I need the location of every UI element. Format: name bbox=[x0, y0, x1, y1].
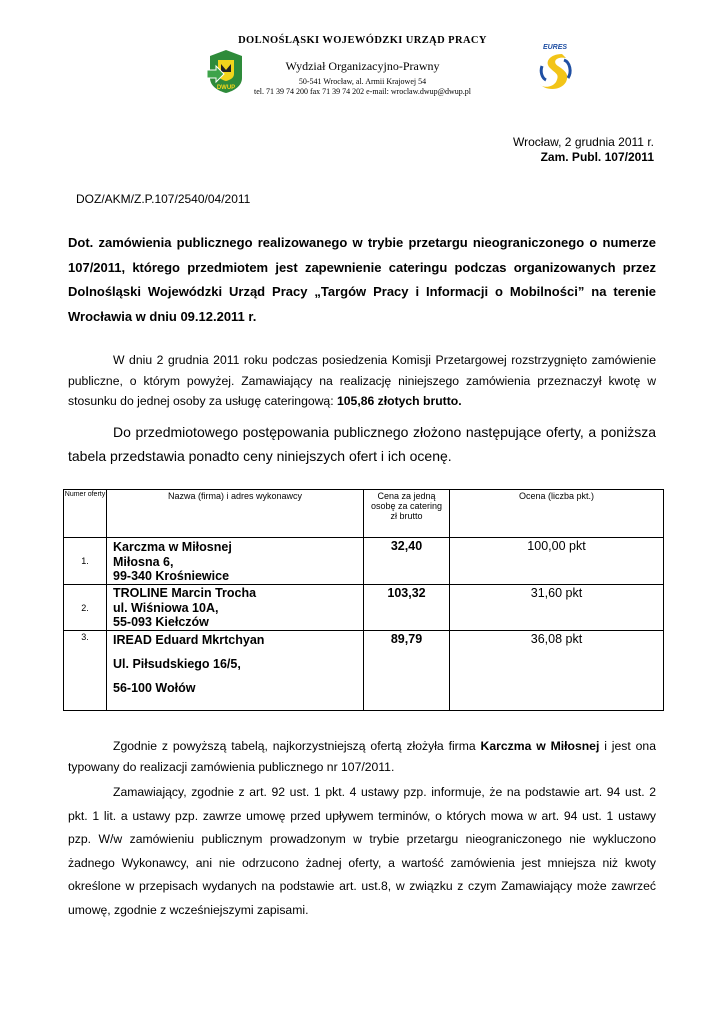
contractor-name: IREAD Eduard Mkrtchyan bbox=[113, 633, 265, 647]
winner-firm: Karczma w Miłosnej bbox=[480, 739, 600, 753]
legal-text: Zamawiający, zgodnie z art. 92 ust. 1 pkt. 4 ustawy pzp. informuje, że na podstawie art. 94 ust. 2 pkt. 1 lit. a ustawy pzp. zawrze umowę przed upływem terminów, o których mowa w art. 94 ust. 1 ustawy pzp. W/w zamówieniu publicznym prowadzonym w trybie przetargu nieograniczonego nie wykluczono żadnego Wykonawcy, ani nie odrzucono żadnej oferty, a wartość zamówienia jest mniejsza niż kwoty określone w przepisach wydanych na podstawie art. ust.8, w związku z czym Zamawiający może zawrzeć umowę, zgodnie z wcześniejszymi zapisami. bbox=[68, 785, 656, 917]
table-header-row bbox=[64, 490, 664, 538]
contractor-street: Miłosna 6, bbox=[113, 554, 174, 569]
contractor-name: Karczma w Miłosnej bbox=[113, 540, 232, 554]
offer-number: 1. bbox=[64, 538, 107, 585]
decision-paragraph bbox=[68, 350, 656, 412]
offer-price: 103,32 bbox=[364, 585, 450, 631]
place-date: Wrocław, 2 grudnia 2011 r. bbox=[513, 135, 654, 149]
contractor-cell bbox=[107, 585, 364, 631]
eures-logo-text: EURES bbox=[542, 44, 568, 51]
contractor-cell bbox=[107, 538, 364, 585]
offer-score: 100,00 pkt bbox=[450, 538, 664, 585]
contractor-city: 99-340 Krośniewice bbox=[113, 569, 230, 583]
department-contact: tel. 71 39 74 200 fax 71 39 74 202 e-mail: wroclaw.dwup@dwup.pl bbox=[253, 87, 472, 96]
department-address: 50-541 Wrocław, al. Armii Krajowej 54 bbox=[298, 77, 427, 86]
offers-intro-paragraph bbox=[68, 420, 656, 468]
offer-price: 32,40 bbox=[364, 538, 450, 585]
order-reference: Zam. Publ. 107/2011 bbox=[540, 150, 654, 164]
contractor-name: TROLINE Marcin Trocha bbox=[113, 586, 257, 600]
decision-text: W dniu 2 grudnia 2011 roku podczas posiedzenia Komisji Przetargowej rozstrzygnięto zamówienie publiczne, o którym powyżej. Zamawiający na realizację niniejszego zamówienia przeznaczył kwotę w stosunku do jednej osoby za usługę cateringową: bbox=[68, 353, 656, 408]
winner-paragraph bbox=[68, 736, 656, 777]
org-title: DOLNOŚLĄSKI WOJEWÓDZKI URZĄD PRACY bbox=[238, 35, 487, 46]
contractor-cell bbox=[107, 631, 364, 711]
table-row bbox=[64, 631, 664, 711]
contractor-street: ul. Wiśniowa 10A, bbox=[113, 600, 219, 615]
department-name: Wydział Organizacyjno-Prawny bbox=[285, 59, 440, 73]
header-score: Ocena (liczba pkt.) bbox=[450, 490, 664, 538]
offer-number: 2. bbox=[64, 585, 107, 631]
header-offer-number: Numer oferty bbox=[64, 490, 107, 538]
header-price: Cena za jedną osobę za catering zł brutto bbox=[364, 490, 450, 538]
header-contractor-name: Nazwa (firma) i adres wykonawcy bbox=[107, 490, 364, 538]
subject-paragraph: Dot. zamówienia publicznego realizowanego w trybie przetargu nieograniczonego o numerze 107/2011, którego przedmiotem jest zapewnienie cateringu podczas organizowanych przez Dolnośląski Wojewódzki Urząd Pracy „Targów Pracy i Informacji o Mobilności” na terenie Wrocławia w dniu 09.12.2011 r. bbox=[68, 235, 656, 324]
table-row bbox=[64, 585, 664, 631]
offer-number: 3. bbox=[64, 631, 107, 711]
budget-amount: 105,86 złotych brutto. bbox=[336, 394, 462, 408]
contractor-street: Ul. Piłsudskiego 16/5, bbox=[113, 657, 241, 671]
winner-text-after: i jest ona typowany do realizacji zamówienia publicznego nr 107/2011. bbox=[68, 739, 656, 774]
offer-price: 89,79 bbox=[364, 631, 450, 711]
contractor-city: 55-093 Kiełczów bbox=[113, 615, 209, 629]
table-row bbox=[64, 538, 664, 585]
offers-table bbox=[63, 489, 664, 711]
contractor-city: 56-100 Wołów bbox=[113, 681, 196, 695]
dwup-logo-text: DWUP bbox=[216, 85, 236, 91]
offer-score: 31,60 pkt bbox=[450, 585, 664, 631]
case-reference: DOZ/AKM/Z.P.107/2540/04/2011 bbox=[76, 192, 251, 206]
legal-paragraph bbox=[68, 781, 656, 922]
offers-intro-text: Do przedmiotowego postępowania publicznego złożono następujące oferty, a poniższa tabela przedstawia ponadto ceny niniejszych ofert i ich ocenę. bbox=[68, 424, 656, 464]
winner-text-before: Zgodnie z powyższą tabelą, najkorzystniejszą ofertą złożyła firma bbox=[113, 739, 481, 753]
offer-score: 36,08 pkt bbox=[450, 631, 664, 711]
eures-logo bbox=[534, 42, 576, 94]
